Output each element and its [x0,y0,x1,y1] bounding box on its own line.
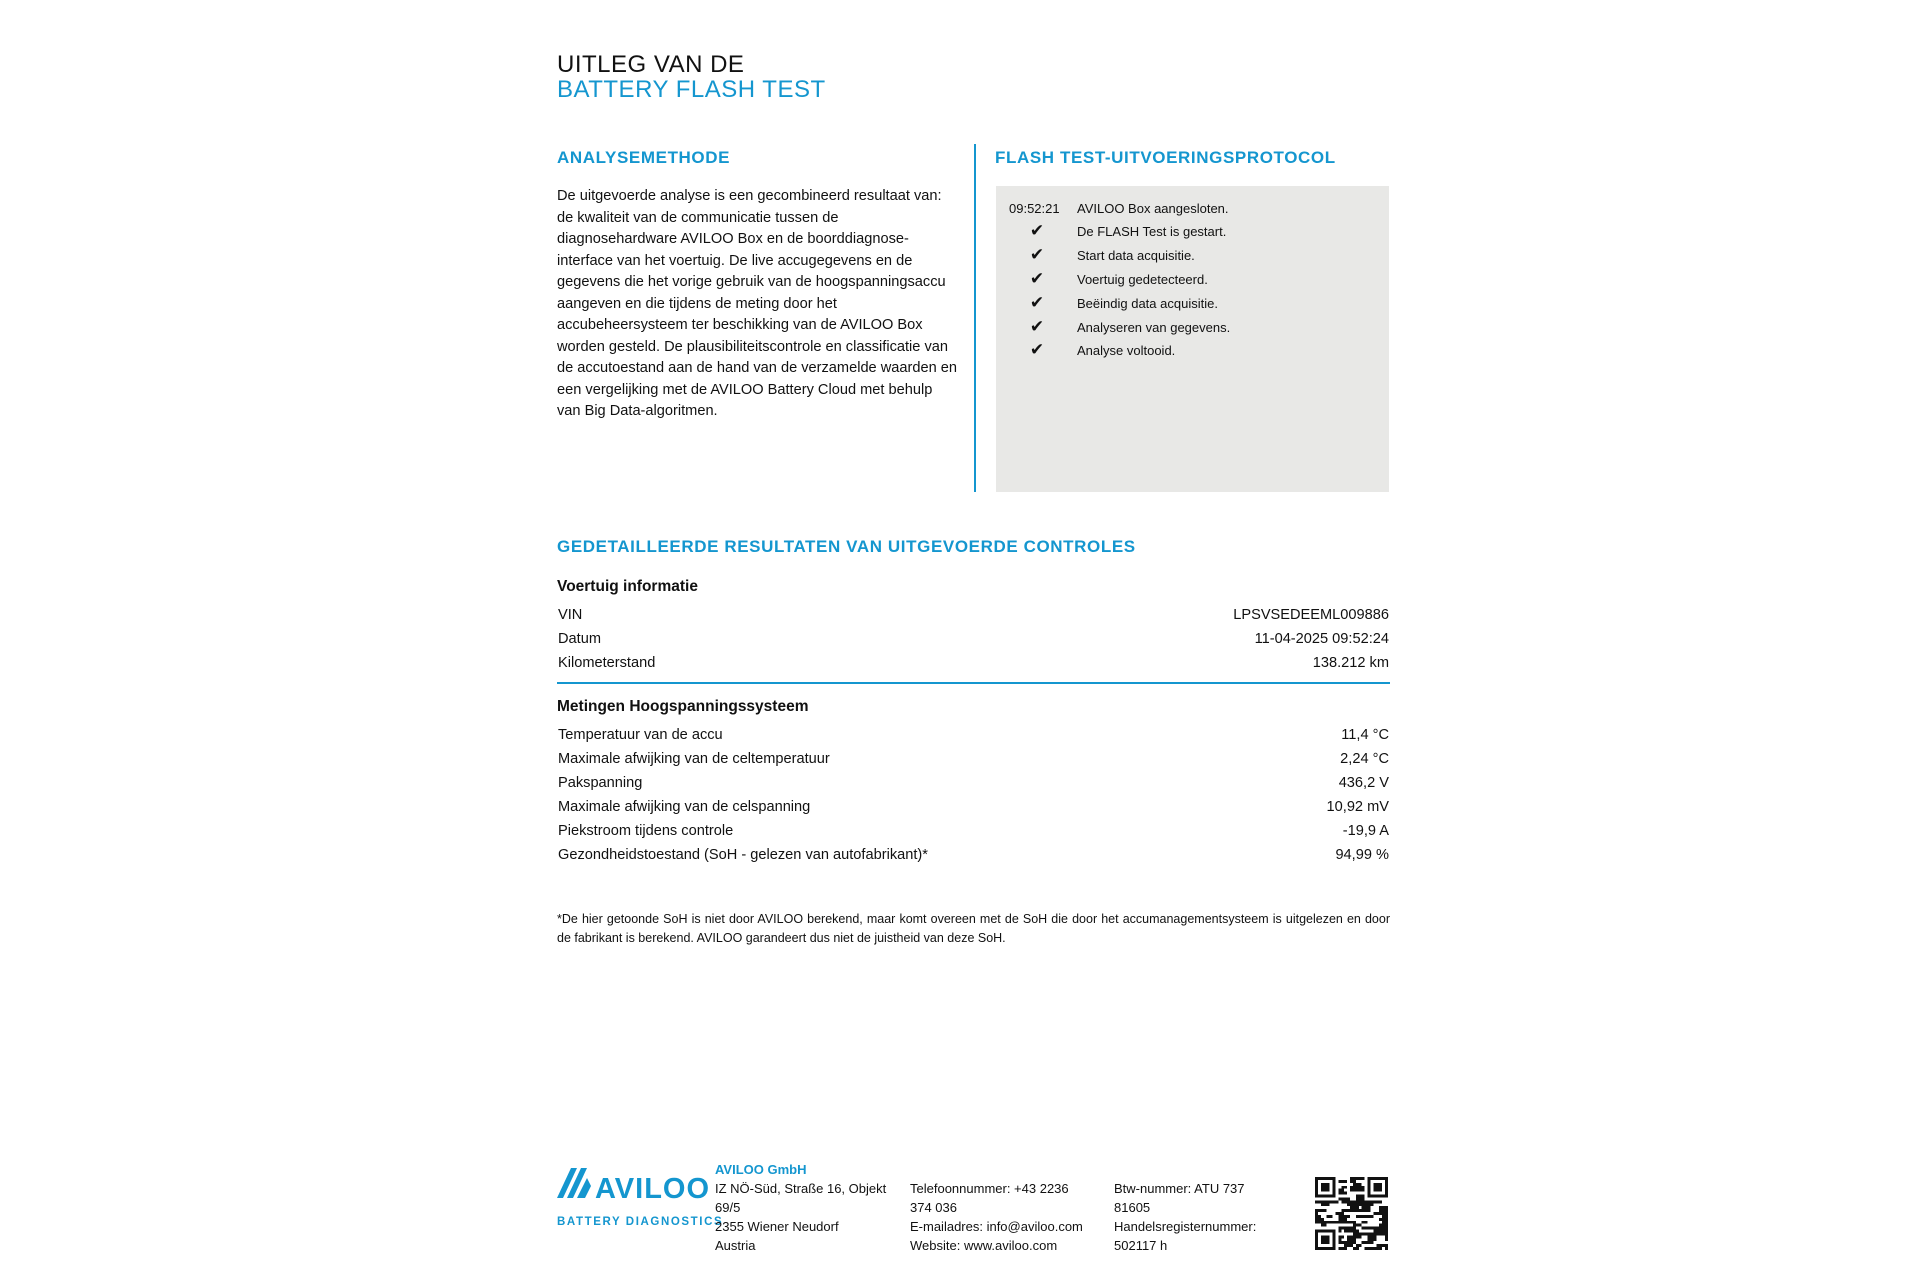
row-value: 10,92 mV [1326,799,1389,815]
section-divider [557,682,1390,684]
row-value: 94,99 % [1335,847,1389,863]
table-row [557,843,1390,867]
log-time: 09:52:21 [1009,200,1060,216]
protocol-heading: FLASH TEST-UITVOERINGSPROTOCOL [995,148,1336,167]
log-text: AVILOO Box aangesloten. [1077,200,1229,216]
soh-footnote: *De hier getoonde SoH is niet door AVILOO berekend, maar komt overeen met de SoH die door het accumanagementsysteem is uitgelezen en door de fabrikant is berekend. AVILOO garandeert dus niet de juistheid van deze SoH. [557,912,1390,945]
table-row [557,627,1390,651]
log-entry [996,219,1227,243]
log-text: Voertuig gedetecteerd. [1077,271,1208,287]
table-row [557,771,1390,795]
company-name: AVILOO GmbH [715,1162,807,1177]
row-label: Pakspanning [558,775,643,791]
row-label: Datum [558,631,601,647]
check-icon: ✔ [1029,221,1045,240]
footer [557,1160,1390,1260]
hv-measurements-heading: Metingen Hoogspanningssysteem [557,698,809,715]
row-label: Maximale afwijking van de celtemperatuur [558,751,830,767]
analysis-heading: ANALYSEMETHODE [557,148,731,167]
log-text: De FLASH Test is gestart. [1077,223,1227,239]
log-entry [996,267,1208,291]
table-row [557,819,1390,843]
analysis-text: De uitgevoerde analyse is een gecombineerd resultaat van: de kwaliteit van de communicatie tussen de diagnosehardware AVILOO Box en de boorddiagnose-interface van het voertuig. De live accugegevens en de gegevens die het vorige gebruik van de hoogspanningsaccu aangeven en die tijdens de meting door het accubeheersysteem ter beschikking van de AVILOO Box worden gesteld. De plausibiliteitscontrole en classificatie van de accutoestand aan de hand van de verzamelde waarden en een vergelijking met de AVILOO Battery Cloud met behulp van Big Data-algoritmen. [557,188,957,419]
table-row [557,795,1390,819]
check-icon: ✔ [1029,269,1045,288]
vat-line: Btw-nummer: ATU 737 [1114,1181,1245,1196]
registry-line: 502117 h [1114,1238,1168,1253]
log-text: Start data acquisitie. [1077,247,1195,263]
address-line: IZ NÖ-Süd, Straße 16, Objekt [715,1181,887,1196]
registry-info [1114,1179,1256,1255]
log-entry [996,291,1218,315]
check-icon: ✔ [1029,317,1045,336]
table-row [557,603,1390,627]
email-line: E-mailadres: info@aviloo.com [910,1219,1083,1234]
results-heading: GEDETAILLEERDE RESULTATEN VAN UITGEVOERDE CONTROLES [557,537,1136,556]
row-label: Gezondheidstoestand (SoH - gelezen van autofabrikant)* [558,847,928,863]
contact-info [910,1179,1083,1255]
registry-line: Handelsregisternummer: [1114,1219,1257,1234]
vehicle-info-table [557,603,1390,675]
company-address [715,1160,886,1255]
address-line: 69/5 [715,1200,741,1215]
row-label: Piekstroom tijdens controle [558,823,734,839]
table-row [557,723,1390,747]
log-entry [996,338,1176,362]
qr-code-icon [1315,1177,1388,1250]
address-line: 2355 Wiener Neudorf [715,1219,839,1234]
row-label: VIN [558,607,583,623]
phone-line: 374 036 [910,1200,957,1215]
row-value: 2,24 °C [1340,751,1389,767]
row-value: -19,9 A [1342,823,1389,839]
title-line-2: BATTERY FLASH TEST [557,76,826,103]
phone-line: Telefoonnummer: +43 2236 [910,1181,1069,1196]
website-line: Website: www.aviloo.com [910,1238,1058,1253]
row-label: Temperatuur van de accu [558,727,723,743]
row-value: 138.212 km [1312,655,1389,671]
row-label: Kilometerstand [558,655,656,671]
log-text: Analyseren van gegevens. [1077,319,1231,335]
protocol-log [996,186,1389,492]
table-row [557,747,1390,771]
vat-line: 81605 [1114,1200,1151,1215]
table-row [557,651,1390,675]
log-text: Analyse voltooid. [1077,342,1176,358]
logo-wordmark: AVILOO [595,1173,711,1205]
row-value: LPSVSEDEEML009886 [1233,607,1389,623]
row-label: Maximale afwijking van de celspanning [558,799,811,815]
vehicle-info-heading: Voertuig informatie [557,578,698,595]
log-entry [996,196,1229,220]
check-icon: ✔ [1029,245,1045,264]
column-divider [974,144,976,492]
logo-tagline: BATTERY DIAGNOSTICS [557,1216,724,1228]
log-text: Beëindig data acquisitie. [1077,295,1218,311]
address-line: Austria [715,1238,756,1253]
row-value: 436,2 V [1338,775,1389,791]
row-value: 11,4 °C [1341,727,1389,743]
check-icon: ✔ [1029,340,1045,359]
row-value: 11-04-2025 09:52:24 [1254,631,1389,647]
log-entry [996,315,1231,339]
check-icon: ✔ [1029,293,1045,312]
hv-measurements-table [557,723,1390,867]
title-line-1: UITLEG VAN DE [557,51,745,78]
page-title [557,52,826,102]
log-entry [996,243,1195,267]
